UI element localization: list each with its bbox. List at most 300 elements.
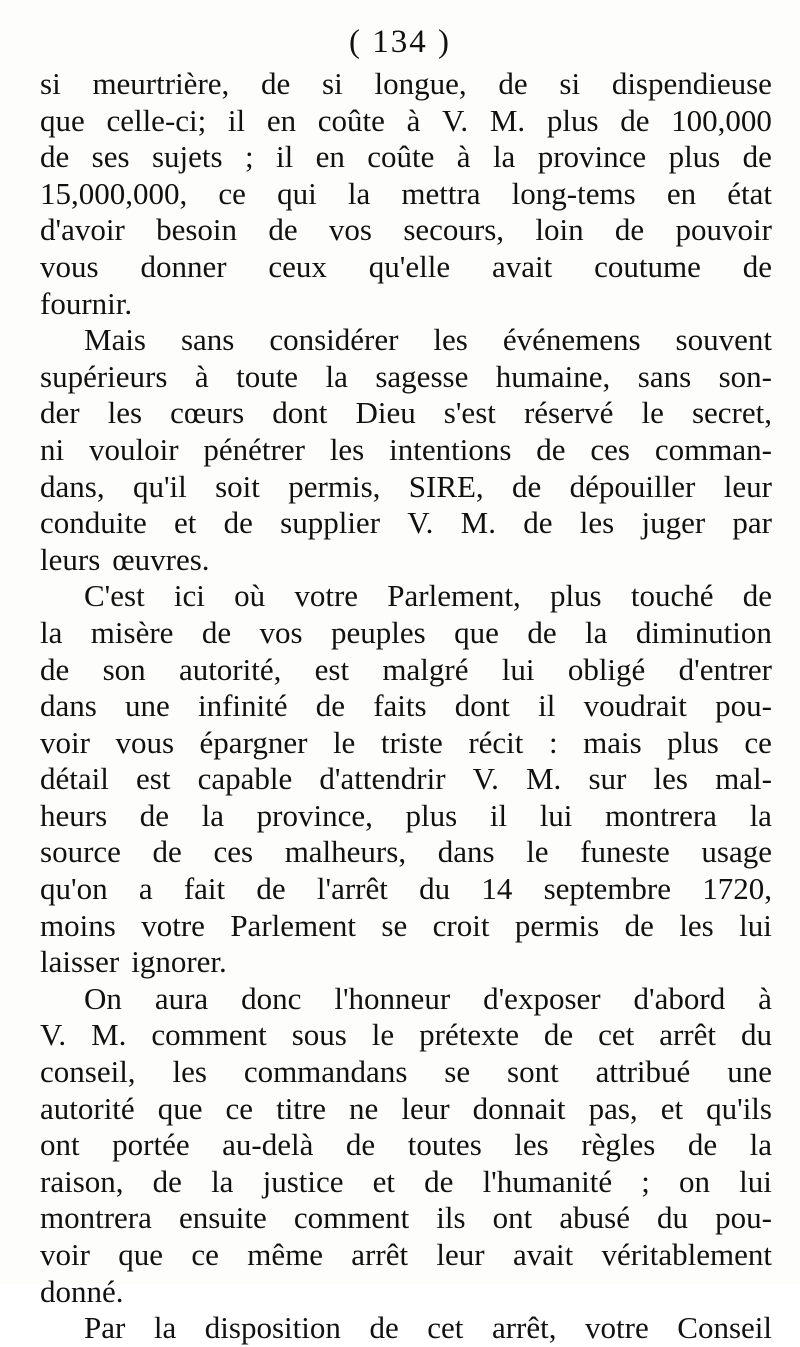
word: lui <box>739 1163 772 1199</box>
word: croit <box>432 907 490 943</box>
word: 15,000,000, <box>40 175 188 211</box>
word: heurs <box>40 797 108 833</box>
word: de <box>223 505 253 541</box>
word: de <box>261 66 291 101</box>
word: leur <box>723 468 772 504</box>
word: en <box>266 102 297 138</box>
word: de <box>369 1310 399 1346</box>
word: détail <box>40 761 109 797</box>
word: cet <box>427 1310 464 1346</box>
word: montrera <box>40 1200 152 1236</box>
word: plus <box>549 578 602 614</box>
word: infinité <box>198 688 288 724</box>
text-line <box>40 139 772 176</box>
word: événemens <box>502 322 641 358</box>
word: et <box>372 1163 396 1199</box>
word: sujets <box>151 139 223 175</box>
word: est <box>136 761 171 797</box>
word: supérieurs <box>40 358 168 394</box>
word: province <box>537 139 647 175</box>
text-line <box>40 1237 772 1274</box>
word: du <box>740 1017 772 1053</box>
word: votre <box>141 907 205 943</box>
word: véritablement <box>601 1237 772 1272</box>
word: se <box>444 1054 471 1090</box>
word: de <box>345 1127 376 1163</box>
word: laisser <box>40 944 120 980</box>
word: de <box>742 248 772 284</box>
word: la <box>585 614 608 650</box>
word: il <box>275 139 294 175</box>
word: pénétrer <box>203 431 305 467</box>
word: de <box>523 505 553 541</box>
word: supplier <box>280 505 381 541</box>
word: en <box>666 175 697 211</box>
word: plus <box>667 724 719 760</box>
word: Mais <box>84 322 146 358</box>
text-line <box>40 505 772 542</box>
word: comment <box>151 1017 267 1053</box>
word: lui <box>739 907 772 943</box>
word: ; <box>244 139 254 175</box>
word: le <box>526 834 549 870</box>
word: voudrait <box>583 688 687 724</box>
word: la <box>211 1163 234 1199</box>
word: d'abord <box>633 980 726 1016</box>
word: dépouiller <box>569 468 696 504</box>
word: dans, <box>40 468 105 504</box>
word: le <box>641 395 664 431</box>
text-line <box>40 212 772 249</box>
text-line <box>40 432 772 469</box>
word: souvent <box>675 322 772 358</box>
word: voir <box>40 1237 90 1272</box>
word: fait <box>183 871 226 907</box>
word: sous <box>291 1017 347 1053</box>
word: la <box>201 797 225 833</box>
word: ces <box>590 431 630 467</box>
word: aura <box>154 980 209 1016</box>
word: meurtrière, <box>92 66 230 101</box>
word: ceux <box>268 248 327 284</box>
word: comment <box>293 1200 410 1236</box>
word: ignorer. <box>131 944 227 980</box>
text-line <box>40 725 772 762</box>
word: ont <box>492 1200 533 1236</box>
word: dans <box>437 834 495 870</box>
word: ensuite <box>178 1200 267 1236</box>
text-line <box>40 1054 772 1091</box>
word: de <box>268 212 298 248</box>
word: de <box>742 139 772 175</box>
text-line <box>40 176 772 213</box>
word: Dieu <box>355 395 416 431</box>
word: que <box>118 1237 164 1272</box>
word: sans <box>180 322 235 358</box>
word: et <box>660 1090 684 1126</box>
text-line <box>40 652 772 689</box>
word: votre <box>294 578 359 614</box>
word: pouvoir <box>675 212 772 248</box>
word: que <box>454 614 499 650</box>
word: disposition <box>204 1310 341 1346</box>
word: récit <box>468 724 524 760</box>
word: d'entrer <box>678 651 772 687</box>
word: de <box>315 688 346 724</box>
word: capable <box>197 761 293 797</box>
word: si <box>322 66 343 101</box>
word: avait <box>512 1237 574 1272</box>
word: toute <box>236 358 299 394</box>
word: sur <box>588 761 627 797</box>
word: à <box>194 358 209 394</box>
word: les <box>653 761 688 797</box>
word: V. <box>442 102 469 138</box>
word: les <box>107 395 143 431</box>
word: coutume <box>594 248 701 284</box>
text-line <box>40 286 772 323</box>
word: funeste <box>580 834 670 870</box>
word: obligé <box>567 651 646 687</box>
word: plus <box>668 139 721 175</box>
word: mal- <box>715 761 772 797</box>
word: vos <box>259 614 303 650</box>
word: qu'ils <box>706 1090 772 1126</box>
word: prétexte <box>419 1017 519 1053</box>
word: province, <box>256 797 373 833</box>
word: en <box>315 139 345 175</box>
page-number: ( 134 ) <box>349 24 451 60</box>
word: même <box>247 1237 323 1272</box>
word: plus <box>546 102 599 138</box>
word: il <box>538 688 556 724</box>
word: celle-ci; <box>106 102 207 138</box>
word: les <box>433 322 468 358</box>
text-line <box>40 103 772 140</box>
word: ne <box>349 1090 379 1126</box>
word: intentions <box>389 431 512 467</box>
word: s'est <box>443 395 496 431</box>
word: l'honneur <box>334 980 451 1016</box>
word: M. <box>460 505 496 541</box>
word: juger <box>641 505 706 541</box>
word: on <box>679 1163 711 1199</box>
word: fournir. <box>40 285 133 321</box>
word: dans <box>40 688 97 724</box>
word: les <box>172 1054 207 1090</box>
word: malgré <box>382 651 469 687</box>
word: raison, <box>40 1163 124 1199</box>
word: ont <box>40 1127 80 1163</box>
word: 1720, <box>702 871 772 907</box>
word: justice <box>262 1163 344 1199</box>
word: votre <box>585 1310 649 1346</box>
word: dont <box>454 688 510 724</box>
word: de <box>201 614 232 650</box>
text-line <box>40 688 772 725</box>
text-line <box>40 761 772 798</box>
word: le <box>371 1017 395 1053</box>
text-line <box>40 66 772 103</box>
word: moins <box>40 907 116 943</box>
word: long-tems <box>511 175 636 211</box>
word: sans <box>637 358 692 394</box>
text-line <box>40 871 772 908</box>
text-line <box>40 981 772 1018</box>
word: V. <box>472 761 499 797</box>
word: pou- <box>715 1200 772 1236</box>
word: la <box>153 1310 177 1346</box>
word: septembre <box>543 871 671 907</box>
word: soit <box>215 468 260 504</box>
word: qui <box>277 175 317 211</box>
word: qu'il <box>132 468 187 504</box>
text-line <box>40 1164 772 1201</box>
text-line <box>40 1017 772 1054</box>
word: de <box>620 102 650 138</box>
word: les <box>579 505 615 541</box>
word: de <box>40 139 70 175</box>
word: On <box>84 980 122 1016</box>
word: au-delà <box>222 1127 314 1163</box>
word: peuples <box>331 614 426 650</box>
text-line <box>40 1274 772 1311</box>
word: ce <box>744 724 772 760</box>
word: sagesse <box>375 358 469 394</box>
word: vos <box>328 212 372 248</box>
word: permis, <box>288 468 381 504</box>
word: de <box>256 871 286 907</box>
word: mettra <box>401 175 481 211</box>
word: source <box>40 834 121 870</box>
word: M. <box>525 761 562 797</box>
text-line <box>40 469 772 506</box>
word: état <box>727 175 772 211</box>
word: plus <box>405 797 458 833</box>
text-line <box>40 395 772 432</box>
word: de <box>139 797 170 833</box>
word: de <box>687 1127 718 1163</box>
word: comman- <box>654 431 772 467</box>
text-line <box>40 578 772 615</box>
word: et <box>174 505 197 541</box>
word: donné. <box>40 1273 124 1309</box>
word: donner <box>140 248 227 284</box>
word: l'arrêt <box>316 871 388 907</box>
word: M. <box>489 102 526 138</box>
word: lui <box>501 651 535 687</box>
word: une <box>125 688 170 724</box>
word: cet <box>598 1017 635 1053</box>
word: de <box>424 1163 454 1199</box>
word: : <box>548 724 558 760</box>
word: attribué <box>595 1054 691 1090</box>
text-line <box>40 249 772 286</box>
word: secours, <box>403 212 505 248</box>
word: donc <box>241 980 302 1016</box>
word: œuvres. <box>112 541 210 577</box>
word: pas, <box>588 1090 638 1126</box>
word: malheurs, <box>284 834 407 870</box>
word: que <box>157 1090 203 1126</box>
word: à <box>456 139 471 175</box>
word: titre <box>276 1090 326 1126</box>
word: avait <box>491 248 553 284</box>
word: qu'on <box>40 871 108 907</box>
word: ni <box>40 431 65 467</box>
word: considérer <box>269 322 399 358</box>
word: ; <box>641 1163 650 1199</box>
word: V. <box>40 1017 67 1053</box>
body-text <box>40 66 772 1347</box>
word: leur <box>401 1090 450 1126</box>
word: si <box>40 66 61 101</box>
word: misère <box>90 614 174 650</box>
word: V. <box>407 505 434 541</box>
word: la <box>40 614 63 650</box>
word: der <box>40 395 80 431</box>
word: de <box>614 212 645 248</box>
word: une <box>727 1054 772 1090</box>
word: voir <box>40 724 90 760</box>
word: touché <box>630 578 714 614</box>
word: règles <box>581 1127 656 1163</box>
word: de <box>543 1017 574 1053</box>
word: réservé <box>523 395 614 431</box>
word: les <box>514 1127 549 1163</box>
word: ils <box>436 1200 466 1236</box>
word: ce <box>218 175 246 211</box>
text-line <box>40 322 772 359</box>
word: mais <box>583 724 642 760</box>
word: triste <box>380 724 443 760</box>
word: C'est <box>84 578 145 614</box>
word: pou- <box>715 688 772 724</box>
text-line <box>40 1127 772 1164</box>
word: les <box>329 431 365 467</box>
word: il <box>227 102 246 138</box>
word: portée <box>112 1127 190 1163</box>
word: du <box>419 871 451 907</box>
word: commandans <box>243 1054 408 1090</box>
text-line <box>40 908 772 945</box>
word: Parlement, <box>387 578 521 614</box>
text-line <box>40 834 772 871</box>
word: vouloir <box>88 431 179 467</box>
word: par <box>732 505 772 541</box>
word: la <box>749 797 772 833</box>
word: longue, <box>374 66 467 101</box>
word: d'exposer <box>483 980 601 1016</box>
word: coûte <box>367 139 435 175</box>
word: abusé <box>559 1200 630 1236</box>
word: leur <box>436 1237 485 1272</box>
word: conduite <box>40 505 147 541</box>
word: donnait <box>472 1090 566 1126</box>
word: de <box>742 578 772 614</box>
text-line <box>40 944 772 981</box>
word: l'humanité <box>482 1163 613 1199</box>
word: du <box>657 1200 689 1236</box>
word: à <box>758 980 772 1016</box>
word: SIRE, <box>408 468 484 504</box>
word: vous <box>40 248 99 284</box>
word: épargner <box>199 724 308 760</box>
word: permis <box>514 907 600 943</box>
word: humaine, <box>495 358 611 394</box>
text-line <box>40 1200 772 1237</box>
text-line <box>40 1310 772 1347</box>
text-line <box>40 1091 772 1128</box>
word: M. <box>91 1017 127 1053</box>
word: leurs <box>40 541 101 577</box>
word: loin <box>535 212 584 248</box>
word: son- <box>718 358 772 394</box>
word: que <box>40 102 85 138</box>
word: autorité, <box>178 651 282 687</box>
word: il <box>489 797 508 833</box>
word: Parlement <box>230 907 356 943</box>
word: son <box>102 651 146 687</box>
word: secret, <box>691 395 772 431</box>
text-line <box>40 542 772 579</box>
word: ces <box>213 834 254 870</box>
word: la <box>325 358 348 394</box>
word: les <box>679 907 714 943</box>
word: est <box>314 651 350 687</box>
word: diminution <box>635 614 772 650</box>
word: de <box>512 468 542 504</box>
text-line <box>40 798 772 835</box>
word: le <box>332 724 356 760</box>
word: arrêt <box>659 1017 716 1053</box>
word: sont <box>507 1054 559 1090</box>
word: ses <box>91 139 130 175</box>
word: usage <box>701 834 772 870</box>
word: arrêt <box>351 1237 409 1272</box>
word: conseil, <box>40 1054 136 1090</box>
word: la <box>749 1127 772 1163</box>
word: arrêt, <box>491 1310 557 1346</box>
word: d'attendrir <box>319 761 446 797</box>
word: Par <box>84 1310 126 1346</box>
word: cœurs <box>170 395 245 431</box>
word: la <box>492 139 516 175</box>
word: Conseil <box>677 1310 772 1346</box>
word: coûte <box>317 102 385 138</box>
word: 100,000 <box>671 102 772 138</box>
word: de <box>40 651 70 687</box>
word: ce <box>191 1237 219 1272</box>
word: de <box>498 66 528 101</box>
word: ce <box>225 1090 254 1126</box>
word: dispendieuse <box>611 66 772 101</box>
word: toutes <box>407 1127 482 1163</box>
text-line <box>40 615 772 652</box>
word: faits <box>373 688 427 724</box>
word: de <box>527 614 557 650</box>
word: ici <box>173 578 205 614</box>
word: vous <box>115 724 175 760</box>
word: qu'elle <box>368 248 451 284</box>
word: montrera <box>605 797 717 833</box>
word: lui <box>539 797 573 833</box>
word: si <box>559 66 581 101</box>
word: a <box>138 871 153 907</box>
word: de <box>152 1163 182 1199</box>
word: de <box>536 431 566 467</box>
word: 14 <box>481 871 513 907</box>
